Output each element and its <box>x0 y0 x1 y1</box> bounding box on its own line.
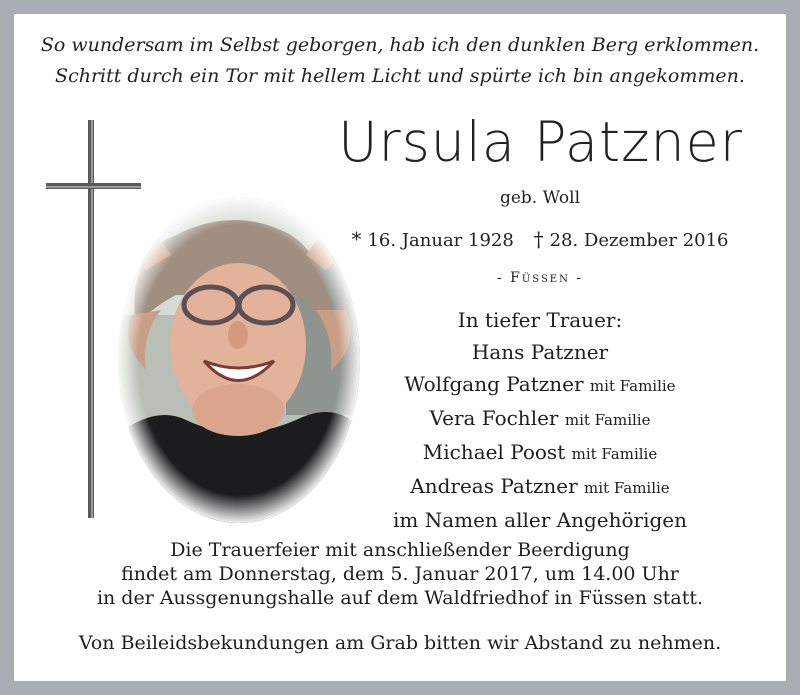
mourner-item <box>325 436 755 470</box>
mourner-name: Hans Patzner <box>471 340 609 364</box>
mourner-name: Wolfgang Patzner <box>404 372 584 396</box>
funeral-line-1: Die Trauerfeier mit anschließender Beerdigung <box>170 539 630 561</box>
mourner-suffix: mit Familie <box>571 445 658 463</box>
mourner-item <box>325 368 755 402</box>
poem-line-1: So wundersam im Selbst geborgen, hab ich den dunklen Berg erklommen. <box>40 34 760 56</box>
mourner-item <box>325 470 755 504</box>
birth-date: 16. Januar 1928 <box>367 230 514 251</box>
funeral-line-3: in der Aussgenungshalle auf dem Waldfriedhof in Füssen statt. <box>96 587 704 609</box>
mourner-item <box>325 402 755 436</box>
mourner-suffix: mit Familie <box>584 479 670 497</box>
hometown: - Füssen - <box>496 270 584 286</box>
mourner-name: Vera Fochler <box>429 406 559 430</box>
mourner-name: Michael Poost <box>422 440 566 464</box>
poem <box>0 30 800 92</box>
mourner-item <box>325 336 755 368</box>
death-date: 28. Dezember 2016 <box>549 230 729 251</box>
death-dagger-icon: † <box>533 227 544 251</box>
mourners-block <box>325 304 755 536</box>
deceased-name: Ursula Patzner <box>338 110 743 174</box>
mourner-suffix: mit Familie <box>564 411 651 429</box>
life-dates <box>330 227 750 251</box>
birth-star-icon: * <box>351 227 362 251</box>
poem-line-2: Schritt durch ein Tor mit hellem Licht und spürte ich bin angekommen. <box>55 65 745 87</box>
funeral-details <box>0 538 800 610</box>
funeral-line-2: findet am Donnerstag, dem 5. Januar 2017, um 14.00 Uhr <box>121 563 679 585</box>
mourner-name: Andreas Patzner <box>410 474 578 498</box>
maiden-name: geb. Woll <box>499 188 581 208</box>
mourner-suffix: mit Familie <box>589 377 676 395</box>
mourners-heading: In tiefer Trauer: <box>457 308 623 332</box>
condolence-note: Von Beileidsbekundungen am Grab bitten wir Abstand zu nehmen. <box>78 632 722 654</box>
mourners-closing: im Namen aller Angehörigen <box>392 508 687 532</box>
